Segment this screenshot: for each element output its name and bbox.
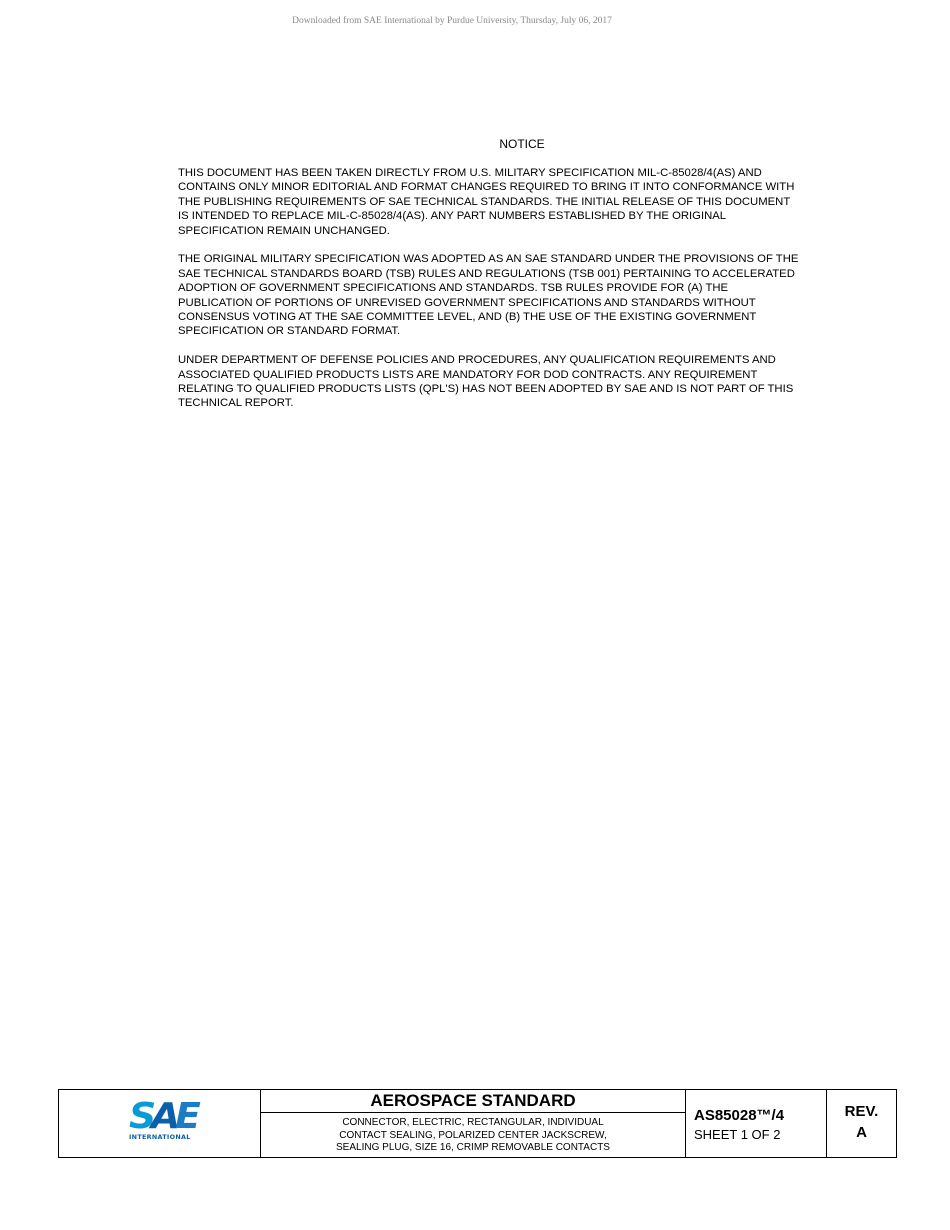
revision-label: REV. (844, 1103, 879, 1120)
notice-paragraph-2: THE ORIGINAL MILITARY SPECIFICATION WAS ADOPTED AS AN SAE STANDARD UNDER THE PROVISIONS OF THE SAE TECHNICAL STANDARDS BOARD (TSB) RULES AND REGULATIONS (TSB 001) PERTAINING TO ACCELERATED ADOPTION OF GOVERNMENT SPECIFICATIONS AND STANDARDS. TSB RULES PROVIDE FOR (A) THE PUBLICATION OF PORTIONS OF UNREVISED GOVERNMENT SPECIFICATIONS AND STANDARDS WITHOUT CONSENSUS VOTING AT THE SAE COMMITTEE LEVEL, AND (B) THE USE OF THE EXISTING GOVERNMENT SPECIFICATION OR STANDARD FORMAT. (178, 253, 799, 338)
download-banner: Downloaded from SAE International by Purdue University, Thursday, July 06, 2017 (292, 16, 612, 26)
document-type-heading: AEROSPACE STANDARD (261, 1090, 685, 1113)
logo-cell (59, 1090, 261, 1157)
document-number-cell (686, 1090, 827, 1157)
notice-body (178, 166, 878, 425)
notice-paragraph-3: UNDER DEPARTMENT OF DEFENSE POLICIES AND PROCEDURES, ANY QUALIFICATION REQUIREMENTS AND ASSOCIATED QUALIFIED PRODUCTS LISTS ARE MANDATORY FOR DOD CONTRACTS. ANY REQUIREMENT RELATING TO QUALIFIED PRODUCTS LISTS (QPL'S) HAS NOT BEEN ADOPTED BY SAE AND IS NOT PART OF THIS TECHNICAL REPORT. (178, 354, 794, 410)
sae-logo (129, 1096, 196, 1141)
sheet-indicator: SHEET 1 OF 2 (694, 1127, 781, 1142)
description-cell (261, 1090, 686, 1157)
notice-title: NOTICE (499, 137, 545, 151)
sae-logo-subtitle: INTERNATIONAL (129, 1133, 191, 1141)
notice-paragraph-1: THIS DOCUMENT HAS BEEN TAKEN DIRECTLY FROM U.S. MILITARY SPECIFICATION MIL-C-85028/4(AS) AND CONTAINS ONLY MINOR EDITORIAL AND FORMAT CHANGES REQUIRED TO BRING IT INTO CONFORMANCE WITH THE PUBLISHING REQUIREMENTS OF SAE TECHNICAL STANDARDS. THE INITIAL RELEASE OF THIS DOCUMENT IS INTENDED TO REPLACE MIL-C-85028/4(AS). ANY PART NUMBERS ESTABLISHED BY THE ORIGINAL SPECIFICATION REMAIN UNCHANGED. (178, 167, 795, 237)
revision-value: A (856, 1124, 867, 1141)
document-subtitle: CONNECTOR, ELECTRIC, RECTANGULAR, INDIVIDUAL CONTACT SEALING, POLARIZED CENTER JACKSCREW, SEALING PLUG, SIZE 16, CRIMP REMOVABLE CONTACTS (336, 1117, 610, 1153)
title-block (58, 1089, 897, 1158)
revision-cell (827, 1090, 896, 1157)
document-number: AS85028™/4 (694, 1107, 785, 1124)
sae-logo-mark: SAE (129, 1096, 196, 1137)
